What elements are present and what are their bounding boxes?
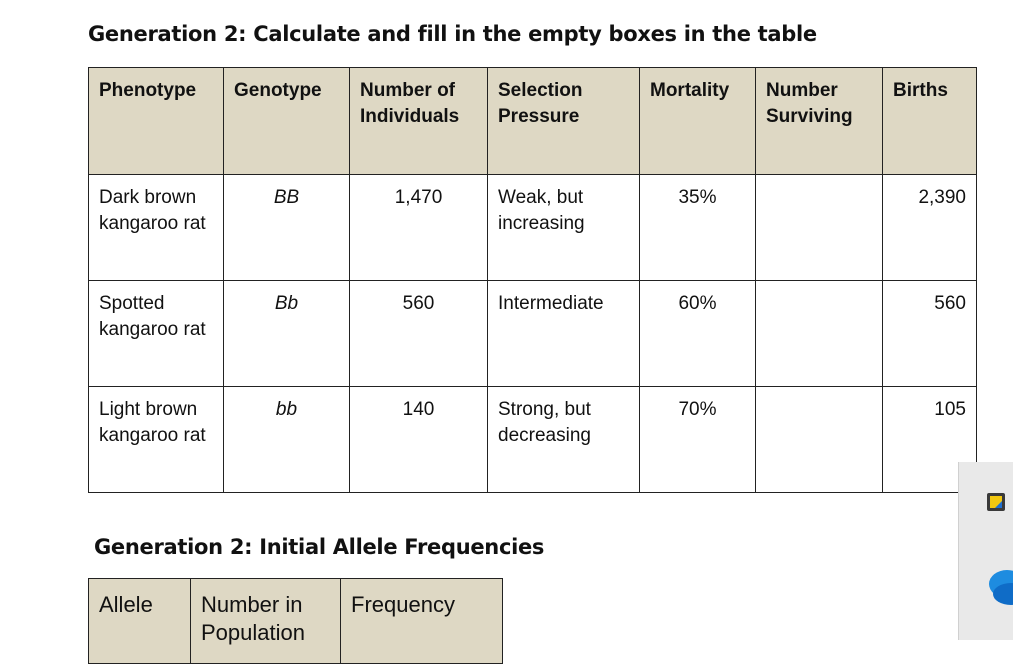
cell-births: 560 [883, 281, 977, 387]
cell-phenotype: Light brown kangaroo rat [89, 387, 224, 493]
header-births: Births [883, 68, 977, 175]
cell-mortality: 60% [640, 281, 756, 387]
header-pressure: Selection Pressure [488, 68, 640, 175]
cell-individuals: 560 [350, 281, 488, 387]
allele-header-frequency: Frequency [341, 579, 503, 664]
allele-header-row [89, 579, 503, 664]
cell-genotype: bb [224, 387, 350, 493]
cell-births: 105 [883, 387, 977, 493]
cell-individuals: 1,470 [350, 175, 488, 281]
table-row [89, 175, 977, 281]
allele-heading: Generation 2: Initial Allele Frequencies [94, 535, 545, 559]
cell-genotype: Bb [224, 281, 350, 387]
side-panel [958, 462, 1013, 640]
cell-mortality: 70% [640, 387, 756, 493]
table-row [89, 387, 977, 493]
cell-phenotype: Spotted kangaroo rat [89, 281, 224, 387]
sticky-notes-icon[interactable] [986, 492, 1006, 512]
cell-surviving[interactable] [756, 175, 883, 281]
table-header-row [89, 68, 977, 175]
table-row [89, 281, 977, 387]
header-surviving: Number Surviving [756, 68, 883, 175]
cell-surviving[interactable] [756, 281, 883, 387]
cell-births: 2,390 [883, 175, 977, 281]
cell-phenotype: Dark brown kangaroo rat [89, 175, 224, 281]
onedrive-cloud-icon[interactable] [985, 562, 1013, 612]
header-phenotype: Phenotype [89, 68, 224, 175]
allele-header-number: Number in Population [191, 579, 341, 664]
page-heading: Generation 2: Calculate and fill in the empty boxes in the table [88, 22, 817, 46]
cell-surviving[interactable] [756, 387, 883, 493]
cell-pressure: Intermediate [488, 281, 640, 387]
cell-pressure: Weak, but increasing [488, 175, 640, 281]
cell-mortality: 35% [640, 175, 756, 281]
header-genotype: Genotype [224, 68, 350, 175]
allele-table [88, 578, 503, 664]
cell-genotype: BB [224, 175, 350, 281]
cell-pressure: Strong, but decreasing [488, 387, 640, 493]
generation-table [88, 67, 977, 493]
allele-header-allele: Allele [89, 579, 191, 664]
header-individuals: Number of Individuals [350, 68, 488, 175]
cell-individuals: 140 [350, 387, 488, 493]
header-mortality: Mortality [640, 68, 756, 175]
